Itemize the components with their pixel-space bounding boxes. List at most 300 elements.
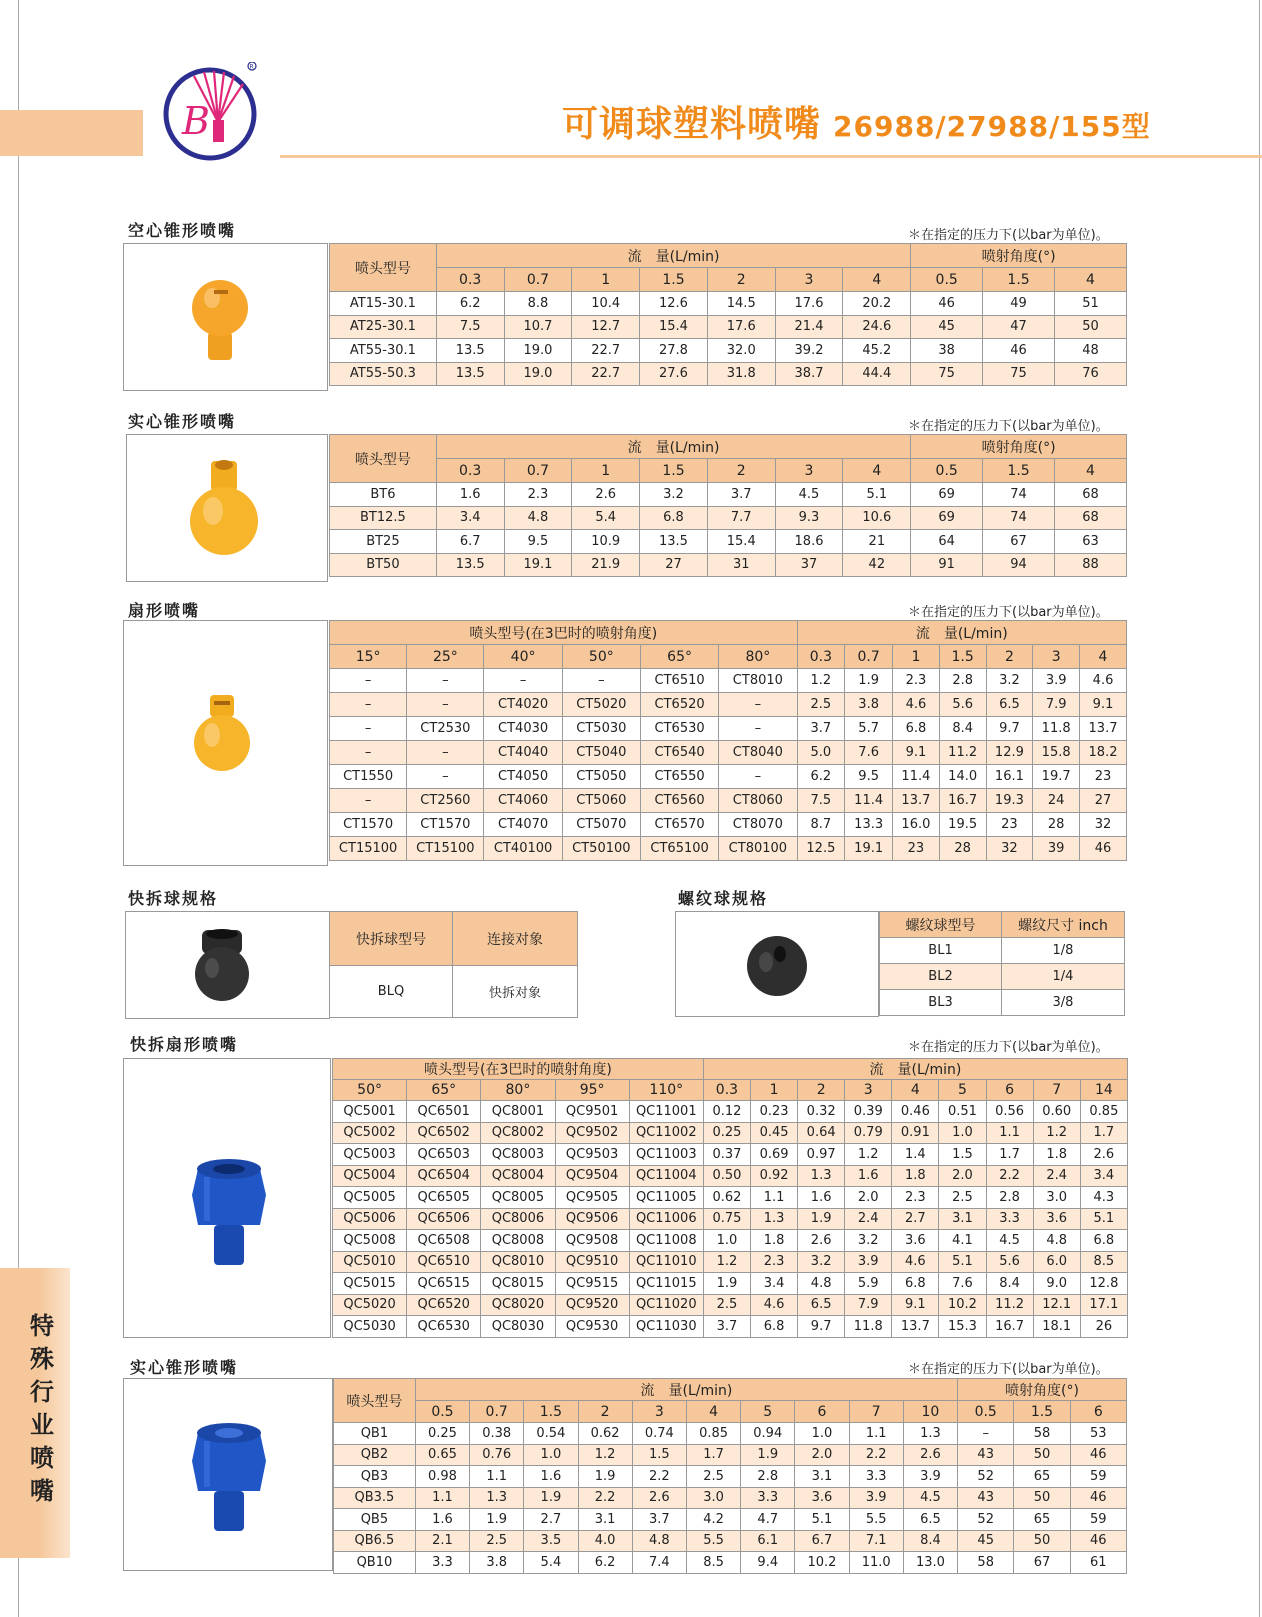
section-title-fan: 扇形喷嘴 xyxy=(128,601,201,620)
table-cell: 1.3 xyxy=(903,1423,957,1445)
table-cell: QC5005 xyxy=(333,1187,407,1209)
table-cell: 47 xyxy=(983,315,1055,339)
table-cell: 63 xyxy=(1055,530,1127,554)
table-cell: 6.1 xyxy=(741,1530,795,1552)
table-cell: 14.0 xyxy=(939,765,986,789)
table-cell: 32 xyxy=(1080,813,1127,837)
column-header: 0.7 xyxy=(845,645,893,669)
table-cell: CT8070 xyxy=(719,813,797,837)
table-cell: 2.6 xyxy=(632,1487,686,1509)
table-cell: 6.8 xyxy=(750,1316,797,1338)
table-cell: 67 xyxy=(1014,1552,1070,1574)
table-cell: 2.7 xyxy=(892,1208,939,1230)
table-cell: 7.4 xyxy=(632,1552,686,1574)
table-cell: CT50100 xyxy=(562,837,640,861)
table-cell: 4.6 xyxy=(892,1251,939,1273)
table-row xyxy=(330,669,1127,693)
header-row xyxy=(330,621,1127,645)
table-row xyxy=(880,964,1125,990)
column-header: 4 xyxy=(1055,459,1127,483)
table-cell: 3.1 xyxy=(578,1509,632,1531)
column-header: 1.5 xyxy=(524,1401,578,1423)
hollow-cone-table xyxy=(329,243,1127,386)
table-cell: QC11020 xyxy=(629,1294,703,1316)
table-row xyxy=(330,717,1127,741)
table-cell: 1.2 xyxy=(703,1251,750,1273)
image-panel xyxy=(123,243,328,391)
table-cell: AT25-30.1 xyxy=(330,315,437,339)
column-header: 1.5 xyxy=(640,268,708,292)
table-cell: 2.0 xyxy=(795,1444,849,1466)
table-cell: 0.94 xyxy=(741,1423,795,1445)
column-header: 110° xyxy=(629,1080,703,1101)
table-cell: 15.3 xyxy=(939,1316,986,1338)
column-header: 4 xyxy=(1055,268,1127,292)
table-cell: 12.9 xyxy=(986,741,1033,765)
table-cell: CT6570 xyxy=(640,813,718,837)
table-row xyxy=(330,741,1127,765)
table-cell: 5.1 xyxy=(843,483,911,507)
table-cell: 8.5 xyxy=(1080,1251,1127,1273)
table-cell: – xyxy=(330,789,407,813)
table-cell: 1.9 xyxy=(578,1466,632,1488)
table-cell: QC6520 xyxy=(407,1294,481,1316)
table-cell: 6.2 xyxy=(436,292,504,316)
table-cell: QC5003 xyxy=(333,1144,407,1166)
column-header: 喷头型号(在3巴时的喷射角度) xyxy=(330,621,798,645)
table-cell: 2.4 xyxy=(1033,1165,1080,1187)
column-header: 5 xyxy=(741,1401,795,1423)
table-cell: 21.9 xyxy=(572,553,640,577)
table-cell: 9.7 xyxy=(798,1316,845,1338)
table-cell: 74 xyxy=(983,506,1055,530)
table-cell: 5.5 xyxy=(849,1509,903,1531)
table-cell: CT2560 xyxy=(407,789,484,813)
table-cell: 3.2 xyxy=(640,483,708,507)
image-panel xyxy=(126,434,328,582)
table-cell: 3.3 xyxy=(741,1487,795,1509)
table-cell: 1.1 xyxy=(470,1466,524,1488)
table-cell: 20.2 xyxy=(843,292,911,316)
table-cell: 1.2 xyxy=(1033,1122,1080,1144)
title-models: 26988/27988/155型 xyxy=(833,110,1151,143)
table-cell: 0.12 xyxy=(703,1101,750,1123)
table-cell: 0.38 xyxy=(470,1423,524,1445)
table-cell: 3.9 xyxy=(849,1487,903,1509)
column-header: 3 xyxy=(845,1080,892,1101)
table-cell: CT65100 xyxy=(640,837,718,861)
table-cell: QC11005 xyxy=(629,1187,703,1209)
table-cell: 6.2 xyxy=(797,765,845,789)
column-header: 喷头型号 xyxy=(330,435,437,483)
table-cell: 5.6 xyxy=(986,1251,1033,1273)
header-row xyxy=(333,1059,1128,1080)
table-cell: 7.5 xyxy=(797,789,845,813)
table-cell: 3.7 xyxy=(703,1316,750,1338)
table-cell: 19.1 xyxy=(504,553,572,577)
table-row xyxy=(333,1316,1128,1338)
table-cell: – xyxy=(562,669,640,693)
table-cell: 53 xyxy=(1070,1423,1126,1445)
header-row xyxy=(330,435,1127,459)
table-cell: CT80100 xyxy=(719,837,797,861)
table-cell: QC5015 xyxy=(333,1273,407,1295)
header-rule xyxy=(280,155,1262,158)
table-cell: 3.8 xyxy=(845,693,893,717)
table-row xyxy=(880,938,1125,964)
fan-nozzle-image xyxy=(188,691,258,791)
table-cell: 13.5 xyxy=(640,530,708,554)
table-row xyxy=(334,1487,1127,1509)
solid-cone-2-table xyxy=(333,1378,1127,1574)
column-header: 喷头型号 xyxy=(334,1379,416,1423)
table-cell: QC9502 xyxy=(555,1122,629,1144)
table-cell: 39 xyxy=(1033,837,1080,861)
table-cell: 94 xyxy=(983,553,1055,577)
table-cell: QC8002 xyxy=(481,1122,555,1144)
table-row xyxy=(333,1208,1128,1230)
table-cell: 0.39 xyxy=(845,1101,892,1123)
table-row xyxy=(330,362,1127,386)
table-cell: 7.1 xyxy=(849,1530,903,1552)
table-cell: 4.8 xyxy=(632,1530,686,1552)
table-cell: 0.54 xyxy=(524,1423,578,1445)
table-cell: 8.8 xyxy=(504,292,572,316)
table-cell: 26 xyxy=(1080,1316,1127,1338)
table-cell: 2.6 xyxy=(903,1444,957,1466)
table-cell: CT15100 xyxy=(407,837,484,861)
table-cell: 4.5 xyxy=(903,1487,957,1509)
column-header: 65° xyxy=(407,1080,481,1101)
table-cell: – xyxy=(407,669,484,693)
table-cell: 6.2 xyxy=(578,1552,632,1574)
table-cell: 0.91 xyxy=(892,1122,939,1144)
table-cell: 3.0 xyxy=(686,1487,740,1509)
image-panel xyxy=(125,911,330,1019)
table-cell: 22.7 xyxy=(572,362,640,386)
column-header: 2 xyxy=(798,1080,845,1101)
table-cell: 1.1 xyxy=(986,1122,1033,1144)
column-header: 喷射角度(°) xyxy=(911,244,1127,268)
table-cell: 0.64 xyxy=(798,1122,845,1144)
table-cell: 2.5 xyxy=(797,693,845,717)
pressure-note: ＊在指定的压力下(以bar为单位)。 xyxy=(908,1040,1109,1055)
table-cell: – xyxy=(719,717,797,741)
table-cell: 2.4 xyxy=(845,1208,892,1230)
table-cell: 13.5 xyxy=(436,553,504,577)
column-header: 10 xyxy=(903,1401,957,1423)
table-cell: 13.7 xyxy=(892,1316,939,1338)
column-header: 1.5 xyxy=(1014,1401,1070,1423)
table-cell: 6.5 xyxy=(986,693,1033,717)
table-cell: 2.1 xyxy=(415,1530,469,1552)
table-cell: 3.4 xyxy=(436,506,504,530)
table-cell: QC11008 xyxy=(629,1230,703,1252)
table-cell: 64 xyxy=(911,530,983,554)
table-cell: 9.4 xyxy=(741,1552,795,1574)
table-cell: 88 xyxy=(1055,553,1127,577)
table-cell: 4.6 xyxy=(750,1294,797,1316)
table-cell: 8.5 xyxy=(686,1552,740,1574)
table-cell: 38.7 xyxy=(775,362,843,386)
table-cell: 46 xyxy=(983,339,1055,363)
table-cell: 11.8 xyxy=(1033,717,1080,741)
table-cell: 21.4 xyxy=(775,315,843,339)
table-cell: 16.1 xyxy=(986,765,1033,789)
column-header: 螺纹尺寸 inch xyxy=(1002,912,1125,938)
table-cell: 50 xyxy=(1055,315,1127,339)
column-header: 2 xyxy=(707,268,775,292)
table-cell: QC11002 xyxy=(629,1122,703,1144)
table-cell: 12.6 xyxy=(640,292,708,316)
table-cell: CT1570 xyxy=(330,813,407,837)
table-cell: 3.7 xyxy=(797,717,845,741)
column-header: 14 xyxy=(1080,1080,1127,1101)
table-cell: 4.1 xyxy=(939,1230,986,1252)
table-cell: 74 xyxy=(983,483,1055,507)
table-cell: 76 xyxy=(1055,362,1127,386)
table-cell: CT5040 xyxy=(562,741,640,765)
table-row xyxy=(330,693,1127,717)
table-cell: 4.8 xyxy=(798,1273,845,1295)
table-cell: BL1 xyxy=(880,938,1002,964)
table-cell: 17.6 xyxy=(707,315,775,339)
column-header: 流 量(L/min) xyxy=(436,435,910,459)
section-title-solid-cone-2: 实心锥形喷嘴 xyxy=(130,1358,239,1377)
table-cell: 65 xyxy=(1014,1509,1070,1531)
title-text: 可调球塑料喷嘴 xyxy=(562,104,822,145)
table-row xyxy=(334,1552,1127,1574)
table-cell: 3.7 xyxy=(632,1509,686,1531)
table-cell: 46 xyxy=(1080,837,1127,861)
table-cell: 27 xyxy=(640,553,708,577)
table-cell: 2.2 xyxy=(849,1444,903,1466)
table-cell: – xyxy=(330,693,407,717)
table-row xyxy=(330,530,1127,554)
table-cell: QC6506 xyxy=(407,1208,481,1230)
table-cell: 0.32 xyxy=(798,1101,845,1123)
table-cell: 0.25 xyxy=(703,1122,750,1144)
table-cell: 4.6 xyxy=(1080,669,1127,693)
table-cell: 1.6 xyxy=(415,1509,469,1531)
column-header: 40° xyxy=(484,645,562,669)
table-cell: 0.74 xyxy=(632,1423,686,1445)
table-cell: – xyxy=(719,765,797,789)
column-header: 0.5 xyxy=(958,1401,1014,1423)
table-cell: 14.5 xyxy=(707,292,775,316)
image-panel xyxy=(123,1058,331,1338)
column-header: 15° xyxy=(330,645,407,669)
column-header: 80° xyxy=(719,645,797,669)
table-cell: 2.0 xyxy=(939,1165,986,1187)
table-cell: 31.8 xyxy=(707,362,775,386)
table-cell: 0.92 xyxy=(750,1165,797,1187)
table-cell: QC5010 xyxy=(333,1251,407,1273)
table-cell: QC8015 xyxy=(481,1273,555,1295)
table-cell: 0.85 xyxy=(1080,1101,1127,1123)
column-header: 流 量(L/min) xyxy=(797,621,1127,645)
table-cell: 52 xyxy=(958,1509,1014,1531)
table-cell: 22.7 xyxy=(572,339,640,363)
table-cell: 3.9 xyxy=(903,1466,957,1488)
table-cell: 2.3 xyxy=(504,483,572,507)
table-cell: 7.5 xyxy=(436,315,504,339)
section-title-quick-fan: 快拆扇形喷嘴 xyxy=(130,1035,239,1054)
table-cell: QC5001 xyxy=(333,1101,407,1123)
table-cell: 5.1 xyxy=(1080,1208,1127,1230)
table-cell: CT6520 xyxy=(640,693,718,717)
table-cell: QC6508 xyxy=(407,1230,481,1252)
table-cell: 1/4 xyxy=(1002,964,1125,990)
table-cell: QC9508 xyxy=(555,1230,629,1252)
table-cell: 0.62 xyxy=(703,1187,750,1209)
column-header: 喷头型号(在3巴时的喷射角度) xyxy=(333,1059,704,1080)
column-header: 1.5 xyxy=(983,459,1055,483)
table-cell: 2.2 xyxy=(986,1165,1033,1187)
table-cell: BT12.5 xyxy=(330,506,437,530)
svg-text:B: B xyxy=(182,99,210,143)
table-cell: 59 xyxy=(1070,1509,1126,1531)
table-cell: 1.7 xyxy=(1080,1122,1127,1144)
table-cell: 7.6 xyxy=(845,741,893,765)
column-header: 6 xyxy=(1070,1401,1126,1423)
table-cell: 17.6 xyxy=(775,292,843,316)
table-cell: 1.7 xyxy=(986,1144,1033,1166)
table-cell: 9.0 xyxy=(1033,1273,1080,1295)
column-header: 4 xyxy=(1080,645,1127,669)
table-cell: 3.1 xyxy=(939,1208,986,1230)
table-row xyxy=(333,1294,1128,1316)
table-cell: 58 xyxy=(958,1552,1014,1574)
table-cell: 1.3 xyxy=(798,1165,845,1187)
column-header: 80° xyxy=(481,1080,555,1101)
table-row xyxy=(333,1101,1128,1123)
table-cell: 28 xyxy=(1033,813,1080,837)
column-header: 连接对象 xyxy=(453,912,578,966)
table-cell: 4.6 xyxy=(893,693,940,717)
table-cell: 9.3 xyxy=(775,506,843,530)
column-header: 95° xyxy=(555,1080,629,1101)
column-header: 2 xyxy=(986,645,1033,669)
table-cell: QC9510 xyxy=(555,1251,629,1273)
table-row xyxy=(330,339,1127,363)
column-header: 1 xyxy=(572,268,640,292)
table-cell: 12.5 xyxy=(797,837,845,861)
table-cell: 42 xyxy=(843,553,911,577)
table-cell: AT55-50.3 xyxy=(330,362,437,386)
table-cell: 59 xyxy=(1070,1466,1126,1488)
table-cell: 5.4 xyxy=(572,506,640,530)
table-cell: QC5002 xyxy=(333,1122,407,1144)
table-cell: QB3 xyxy=(334,1466,416,1488)
table-cell: CT5030 xyxy=(562,717,640,741)
table-cell: QC9520 xyxy=(555,1294,629,1316)
table-cell: 6.7 xyxy=(436,530,504,554)
table-cell: 快拆对象 xyxy=(453,966,578,1018)
table-cell: 11.8 xyxy=(845,1316,892,1338)
table-row xyxy=(330,506,1127,530)
column-header: 4 xyxy=(843,459,911,483)
table-cell: QC11015 xyxy=(629,1273,703,1295)
table-cell: 48 xyxy=(1055,339,1127,363)
pressure-note: ＊在指定的压力下(以bar为单位)。 xyxy=(908,605,1109,620)
table-cell: 11.0 xyxy=(849,1552,903,1574)
table-cell: QC6515 xyxy=(407,1273,481,1295)
table-cell: 21 xyxy=(843,530,911,554)
table-cell: 3.2 xyxy=(845,1230,892,1252)
table-cell: 1.6 xyxy=(798,1187,845,1209)
table-cell: 3.5 xyxy=(524,1530,578,1552)
fan-table xyxy=(329,620,1127,861)
table-cell: 2.2 xyxy=(578,1487,632,1509)
table-cell: QC9515 xyxy=(555,1273,629,1295)
column-header: 0.7 xyxy=(504,268,572,292)
table-cell: 6.5 xyxy=(798,1294,845,1316)
table-cell: 4.3 xyxy=(1080,1187,1127,1209)
table-cell: 1.0 xyxy=(795,1423,849,1445)
column-header: 6 xyxy=(986,1080,1033,1101)
solid-cone-table xyxy=(329,434,1127,577)
table-cell: 5.4 xyxy=(524,1552,578,1574)
table-cell: CT6540 xyxy=(640,741,718,765)
column-header: 4 xyxy=(892,1080,939,1101)
table-cell: AT55-30.1 xyxy=(330,339,437,363)
table-cell: CT6510 xyxy=(640,669,718,693)
column-header: 0.3 xyxy=(797,645,845,669)
table-cell: 3.2 xyxy=(986,669,1033,693)
table-cell: 1.4 xyxy=(892,1144,939,1166)
table-cell: 1.9 xyxy=(845,669,893,693)
table-cell: 32 xyxy=(986,837,1033,861)
table-cell: 4.2 xyxy=(686,1509,740,1531)
table-cell: 1.9 xyxy=(470,1509,524,1531)
table-cell: 1.1 xyxy=(849,1423,903,1445)
table-cell: 10.6 xyxy=(843,506,911,530)
table-cell: QC8010 xyxy=(481,1251,555,1273)
table-cell: 19.3 xyxy=(986,789,1033,813)
table-cell: 11.2 xyxy=(986,1294,1033,1316)
table-cell: 18.1 xyxy=(1033,1316,1080,1338)
table-cell: 27 xyxy=(1080,789,1127,813)
table-cell: 2.8 xyxy=(741,1466,795,1488)
column-header: 流 量(L/min) xyxy=(703,1059,1127,1080)
column-header: 50° xyxy=(562,645,640,669)
table-cell: 13.0 xyxy=(903,1552,957,1574)
table-cell: 1.8 xyxy=(750,1230,797,1252)
thread-ball-table xyxy=(879,911,1125,1016)
table-cell: 8.4 xyxy=(903,1530,957,1552)
table-cell: QB1 xyxy=(334,1423,416,1445)
table-row xyxy=(330,292,1127,316)
column-header: 0.3 xyxy=(436,459,504,483)
table-cell: 2.8 xyxy=(986,1187,1033,1209)
table-cell: 27.8 xyxy=(640,339,708,363)
table-cell: QC6504 xyxy=(407,1165,481,1187)
table-cell: 1.6 xyxy=(436,483,504,507)
table-cell: 10.9 xyxy=(572,530,640,554)
table-cell: 13.7 xyxy=(1080,717,1127,741)
table-row xyxy=(333,1230,1128,1252)
table-cell: – xyxy=(407,741,484,765)
table-cell: BT6 xyxy=(330,483,437,507)
table-cell: QC5020 xyxy=(333,1294,407,1316)
table-cell: 3.0 xyxy=(1033,1187,1080,1209)
table-cell: CT8010 xyxy=(719,669,797,693)
image-panel xyxy=(675,911,879,1017)
table-cell: 3.6 xyxy=(795,1487,849,1509)
table-cell: 68 xyxy=(1055,483,1127,507)
table-cell: 67 xyxy=(983,530,1055,554)
